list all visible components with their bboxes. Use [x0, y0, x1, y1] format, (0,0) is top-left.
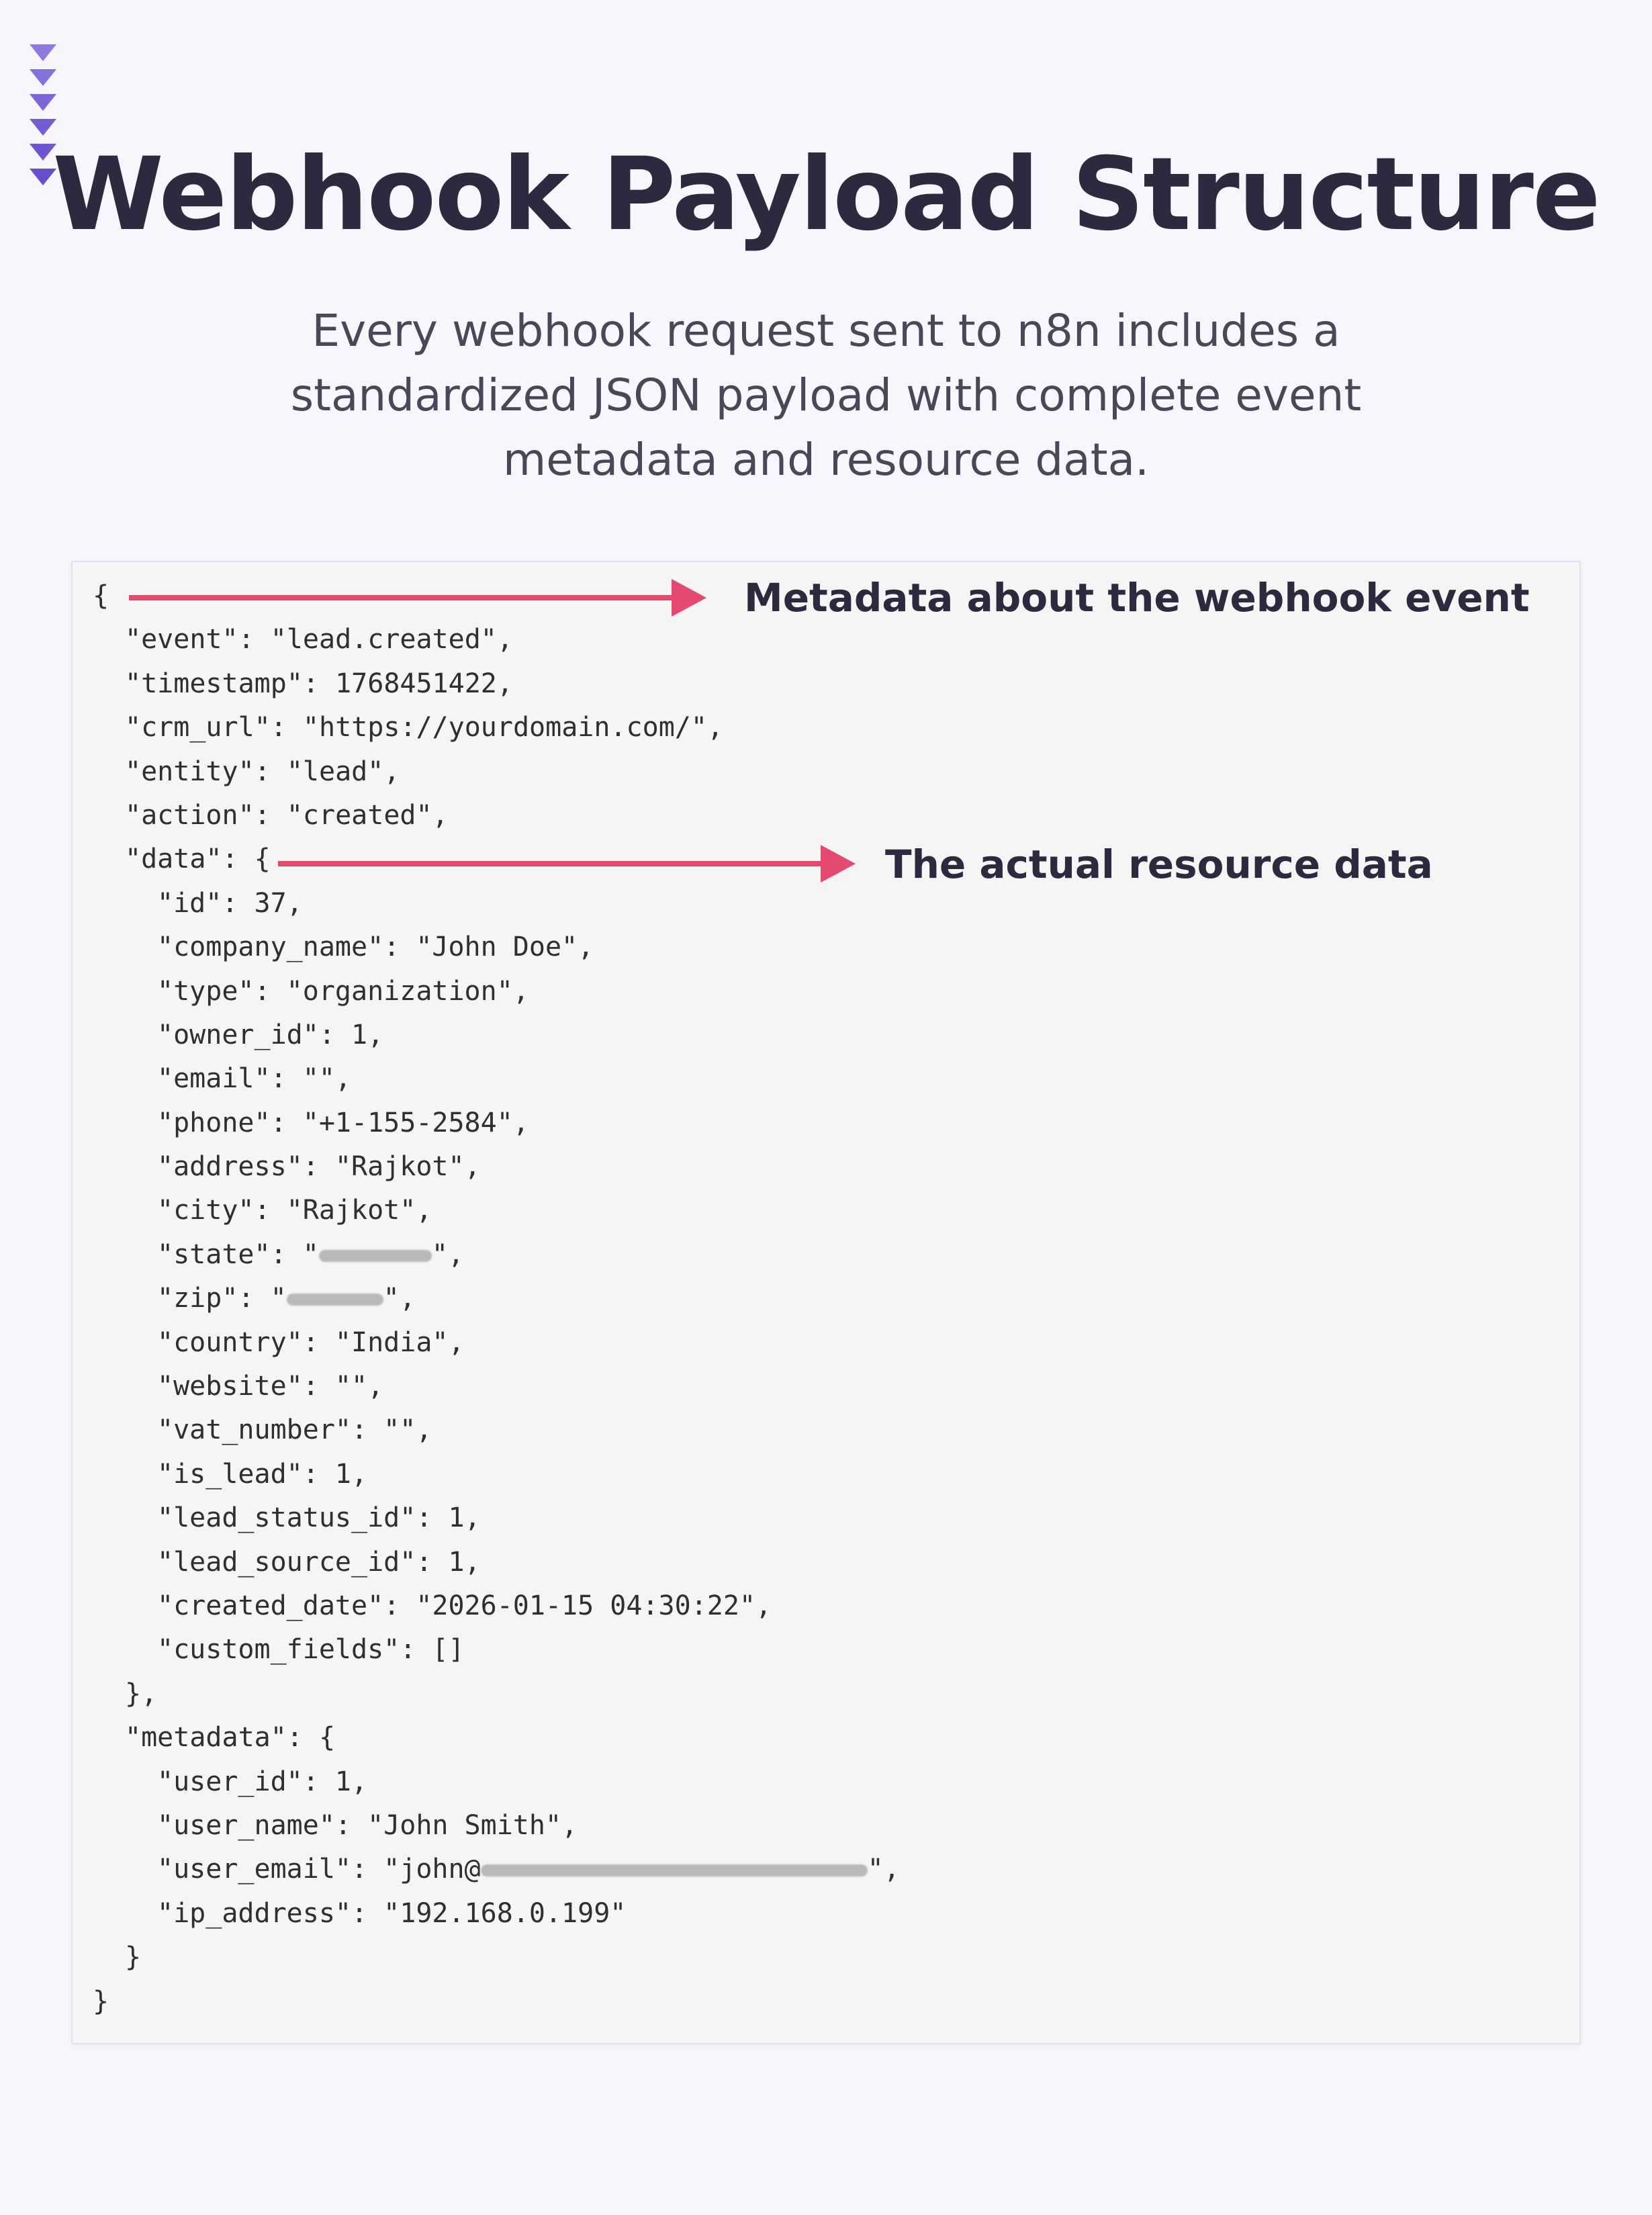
code-block: [71, 561, 1581, 2044]
code-line: "metadata": {: [125, 1722, 336, 1754]
code-line-state: [93, 1233, 900, 1277]
code-line: "address": "Rajkot",: [157, 1151, 481, 1183]
code-line: "action": "created",: [125, 799, 449, 831]
chevron-down-icon: [30, 69, 56, 86]
code-line: {: [93, 580, 109, 611]
code-text: "state": ": [157, 1238, 319, 1270]
code-line: "type": "organization",: [157, 975, 529, 1007]
redacted-value: [287, 1294, 383, 1306]
code-text: "user_email": "john@: [157, 1854, 481, 1885]
code-text: ",: [431, 1238, 464, 1270]
code-line: "website": "",: [157, 1371, 384, 1402]
page-title: Webhook Payload Structure: [52, 136, 1600, 253]
code-line: "created_date": "2026-01-15 04:30:22",: [157, 1590, 772, 1621]
code-line: "entity": "lead",: [125, 756, 400, 787]
code-line: "is_lead": 1,: [157, 1458, 368, 1490]
code-line: "custom_fields": []: [157, 1634, 465, 1666]
code-line: },: [125, 1678, 158, 1709]
code-line: "country": "India",: [157, 1326, 465, 1358]
code-line: "phone": "+1-155-2584",: [157, 1107, 529, 1138]
code-line: "event": "lead.created",: [125, 624, 513, 656]
redacted-value: [481, 1864, 868, 1877]
code-line: "lead_status_id": 1,: [157, 1502, 481, 1534]
code-line: "user_name": "John Smith",: [157, 1809, 578, 1841]
code-line: "user_id": 1,: [157, 1766, 368, 1797]
code-line-zip: [93, 1277, 900, 1320]
code-line: }: [125, 1942, 142, 1973]
code-line: "data": {: [125, 844, 271, 875]
json-payload: [93, 574, 900, 2024]
code-line: "crm_url": "https://yourdomain.com/",: [125, 712, 724, 743]
code-line: "lead_source_id": 1,: [157, 1546, 481, 1578]
code-line: }: [93, 1985, 109, 2017]
code-line: "vat_number": "",: [157, 1414, 432, 1446]
page-subtitle: Every webhook request sent to n8n includes a standardized JSON payload with complete event metadata and resource data.: [290, 305, 1362, 486]
code-line: "city": "Rajkot",: [157, 1195, 432, 1226]
redacted-value: [319, 1250, 432, 1262]
resource-annotation: The actual resource data: [885, 842, 1433, 887]
resource-arrow: [278, 861, 822, 866]
code-text: "zip": ": [157, 1283, 287, 1314]
chevron-down-icon: [30, 119, 56, 136]
code-text: ",: [867, 1854, 900, 1885]
chevron-down-icon: [30, 44, 56, 61]
code-line-user-email: [93, 1848, 900, 1891]
metadata-arrow: [129, 595, 673, 600]
code-line: "id": 37,: [157, 887, 303, 919]
code-line: "ip_address": "192.168.0.199": [157, 1897, 627, 1929]
metadata-annotation: Metadata about the webhook event: [744, 575, 1530, 621]
chevron-down-icon: [30, 94, 56, 111]
code-line: "owner_id": 1,: [157, 1019, 384, 1050]
code-line: "email": "",: [157, 1063, 351, 1095]
code-line: "company_name": "John Doe",: [157, 932, 594, 963]
code-text: ",: [383, 1283, 416, 1314]
code-line: "timestamp": 1768451422,: [125, 668, 513, 699]
